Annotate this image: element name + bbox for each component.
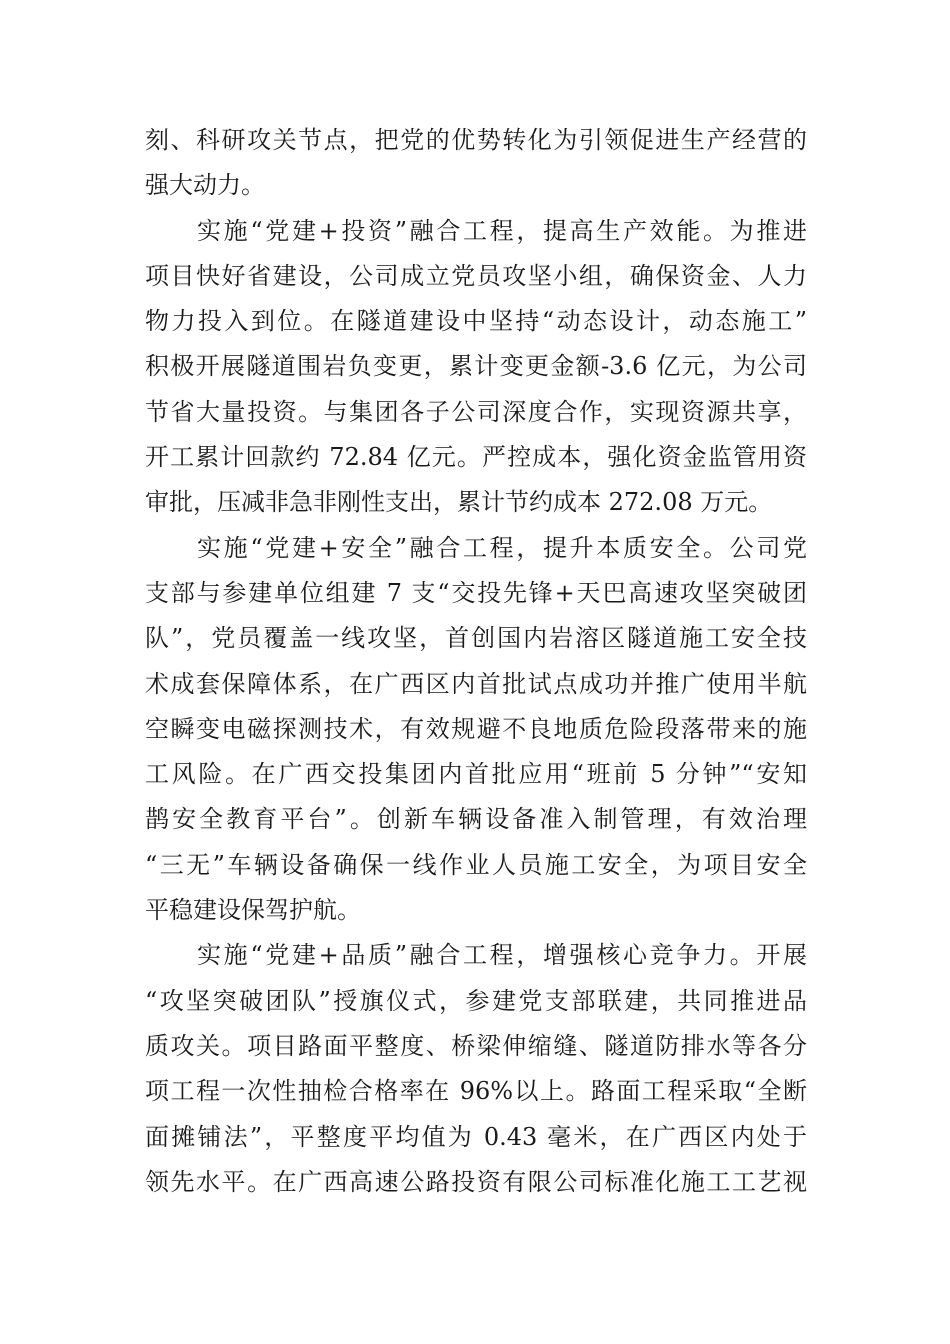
paragraph-lead-line: 实施“党建+安全”融合工程，提升本质安全。公司党 (197, 533, 807, 562)
text-line: 术成套保障体系，在广西区内首批试点成功并推广使用半航 (145, 669, 807, 698)
text-line: 质攻关。项目路面平整度、桥梁伸缩缝、隧道防排水等各分 (145, 1031, 807, 1060)
document-body (145, 118, 807, 1205)
text-line: 队”，党员覆盖一线攻坚，首创国内岩溶区隧道施工安全技 (145, 624, 807, 653)
paragraph-investment (145, 209, 807, 526)
text-line: 领先水平。在广西高速公路投资有限公司标准化施工工艺视 (145, 1167, 807, 1196)
paragraph-quality (145, 933, 807, 1205)
paragraph-lead-line: 实施“党建+品质”融合工程，增强核心竞争力。开展 (197, 941, 807, 970)
text-line: 面摊铺法”，平整度平均值为 0.43 毫米，在广西区内处于 (145, 1122, 807, 1151)
text-line: “攻坚突破团队”授旗仪式，参建党支部联建，共同推进品 (145, 986, 807, 1015)
text-line: 开工累计回款约 72.84 亿元。严控成本，强化资金监管用资 (145, 443, 807, 472)
text-line: 支部与参建单位组建 7 支“交投先锋+天巴高速攻坚突破团 (145, 578, 807, 607)
text-line: 物力投入到位。在隧道建设中坚持“动态设计，动态施工” (145, 307, 807, 336)
paragraph-safety (145, 526, 807, 934)
text-line: 工风险。在广西交投集团内首批应用“班前 5 分钟”“安知 (145, 760, 807, 789)
text-line: “三无”车辆设备确保一线作业人员施工安全，为项目安全 (145, 850, 807, 879)
text-line: 刻、科研攻关节点，把党的优势转化为引领促进生产经营的 (145, 126, 807, 154)
paragraph-lead-line: 实施“党建+投资”融合工程，提高生产效能。为推进 (197, 216, 807, 245)
paragraph-continuation (145, 118, 807, 209)
text-line: 平稳建设保驾护航。 (145, 896, 361, 925)
text-line: 项工程一次性抽检合格率在 96%以上。路面工程采取“全断 (145, 1077, 807, 1106)
text-line: 空瞬变电磁探测技术，有效规避不良地质危险段落带来的施 (145, 714, 807, 743)
text-line: 审批，压减非急非刚性支出，累计节约成本 272.08 万元。 (145, 488, 773, 517)
text-line: 项目快好省建设，公司成立党员攻坚小组，确保资金、人力 (145, 261, 807, 290)
text-line: 节省大量投资。与集团各子公司深度合作，实现资源共享， (145, 397, 807, 426)
text-line: 积极开展隧道围岩负变更，累计变更金额-3.6 亿元，为公司 (145, 352, 807, 381)
text-line: 鹊安全教育平台”。创新车辆设备准入制管理，有效治理 (145, 805, 807, 834)
text-line: 强大动力。 (145, 171, 265, 200)
